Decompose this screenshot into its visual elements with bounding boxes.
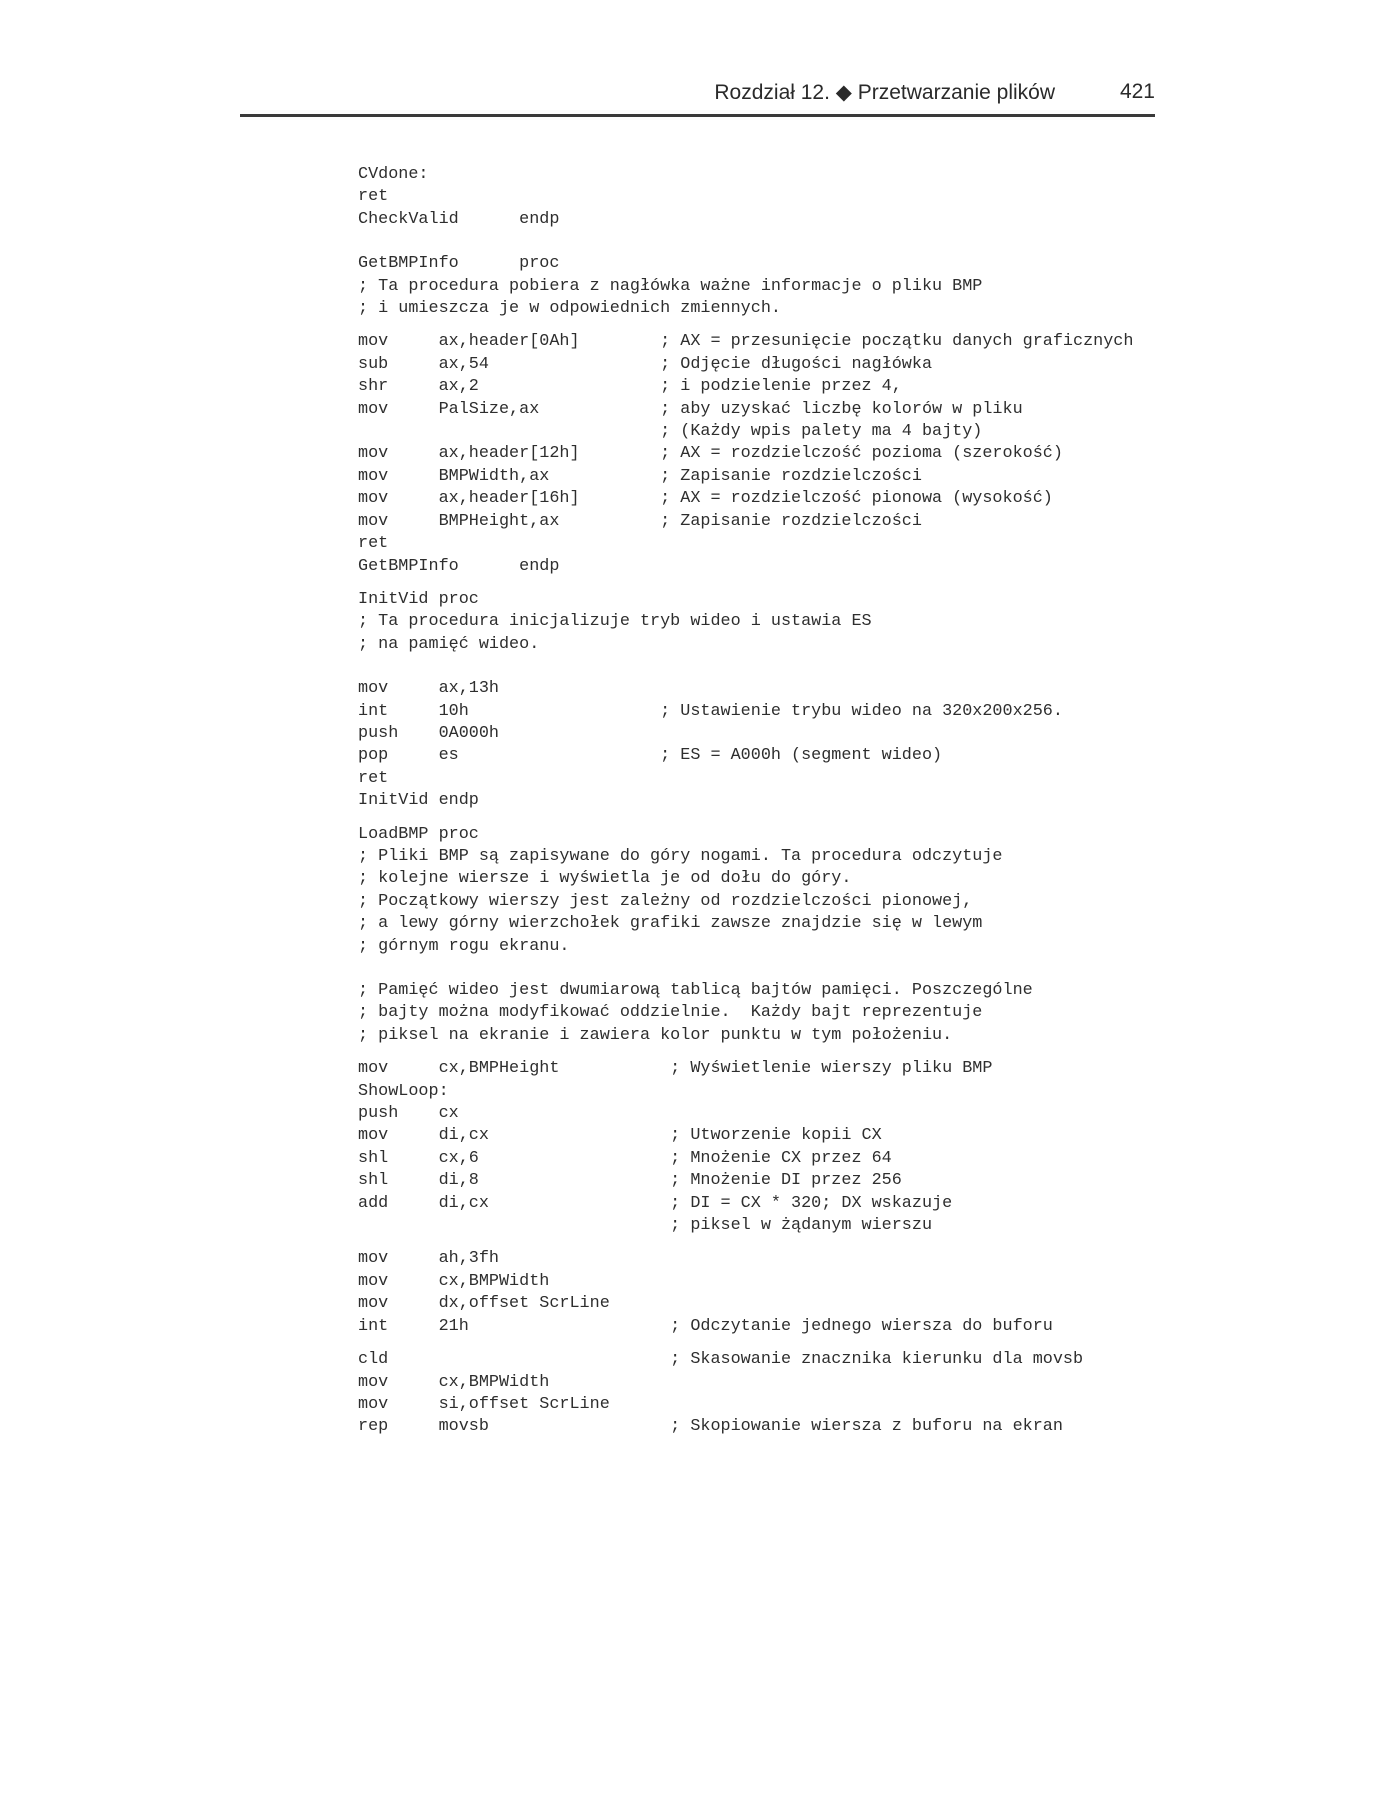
running-header: [240, 80, 1155, 110]
code-block-checkvalid-end: CVdone: ret CheckValid endp: [358, 165, 560, 229]
chapter-title: Rozdział 12. ◆ Przetwarzanie plików: [714, 81, 1055, 104]
code-block-getbmpinfo-body: mov ax,header[0Ah] ; AX = przesunięcie początku danych graficznych sub ax,54 ; Odjęcie długości nagłówka shr ax,2 ; i podzielenie przez 4, mov PalSize,ax ; aby uzyskać liczbę kolorów w pliku ; (Każdy wpis palety ma 4 bajty) mov ax,header[12h] ; AX = rozdzielczość pozioma (szerokość) mov BMPWidth,ax ; Zapisanie rozdzielczości mov ax,header[16h] ; AX = rozdzielczość pionowa (wysokość) mov BMPHeight,ax ; Zapisanie rozdzielczości ret GetBMPInfo endp: [358, 332, 1134, 576]
code-block-getbmpinfo-header: GetBMPInfo proc ; Ta procedura pobiera z nagłówka ważne informacje o pliku BMP ; i umieszcza je w odpowiednich zmiennych.: [358, 254, 983, 319]
code-block-initvid-header: InitVid proc ; Ta procedura inicjalizuje tryb wideo i ustawia ES ; na pamięć wideo.: [358, 589, 872, 654]
code-block-video-memory-comment: ; Pamięć wideo jest dwumiarową tablicą bajtów pamięci. Poszczególne ; bajty można modyfikować oddzielnie. Każdy bajt reprezentuje ; piksel na ekranie i zawiera kolor punktu w tym położeniu.: [358, 981, 1033, 1045]
header-rule: [240, 114, 1155, 117]
code-block-read-line: mov ah,3fh mov cx,BMPWidth mov dx,offset ScrLine int 21h ; Odczytanie jednego wiersza do buforu: [358, 1249, 1053, 1336]
code-block-loadbmp-header: LoadBMP proc ; Pliki BMP są zapisywane do góry nogami. Ta procedura odczytuje ; kolejne wiersze i wyświetla je od dołu do góry. ; Początkowy wierszy jest zależny od rozdzielczości pionowej, ; a lewy górny wierzchołek grafiki zawsze znajdzie się w lewym ; górnym rogu ekranu.: [358, 824, 1003, 956]
code-listing: [358, 164, 1198, 1439]
page-number: 421: [1119, 80, 1155, 103]
code-block-copy-line: cld ; Skasowanie znacznika kierunku dla movsb mov cx,BMPWidth mov si,offset ScrLine rep movsb ; Skopiowanie wiersza z buforu na ekran: [358, 1350, 1084, 1437]
code-block-showloop: mov cx,BMPHeight ; Wyświetlenie wierszy pliku BMP ShowLoop: push cx mov di,cx ; Utworzenie kopii CX shl cx,6 ; Mnożenie CX przez 64 shl di,8 ; Mnożenie DI przez 256 add di,cx ; DI = CX * 320; DX wskazuje ; piksel w żądanym wierszu: [358, 1059, 993, 1236]
code-block-initvid-body: mov ax,13h int 10h ; Ustawienie trybu wideo na 320x200x256. push 0A000h pop es ; ES = A000h (segment wideo) ret InitVid endp: [358, 679, 1063, 811]
